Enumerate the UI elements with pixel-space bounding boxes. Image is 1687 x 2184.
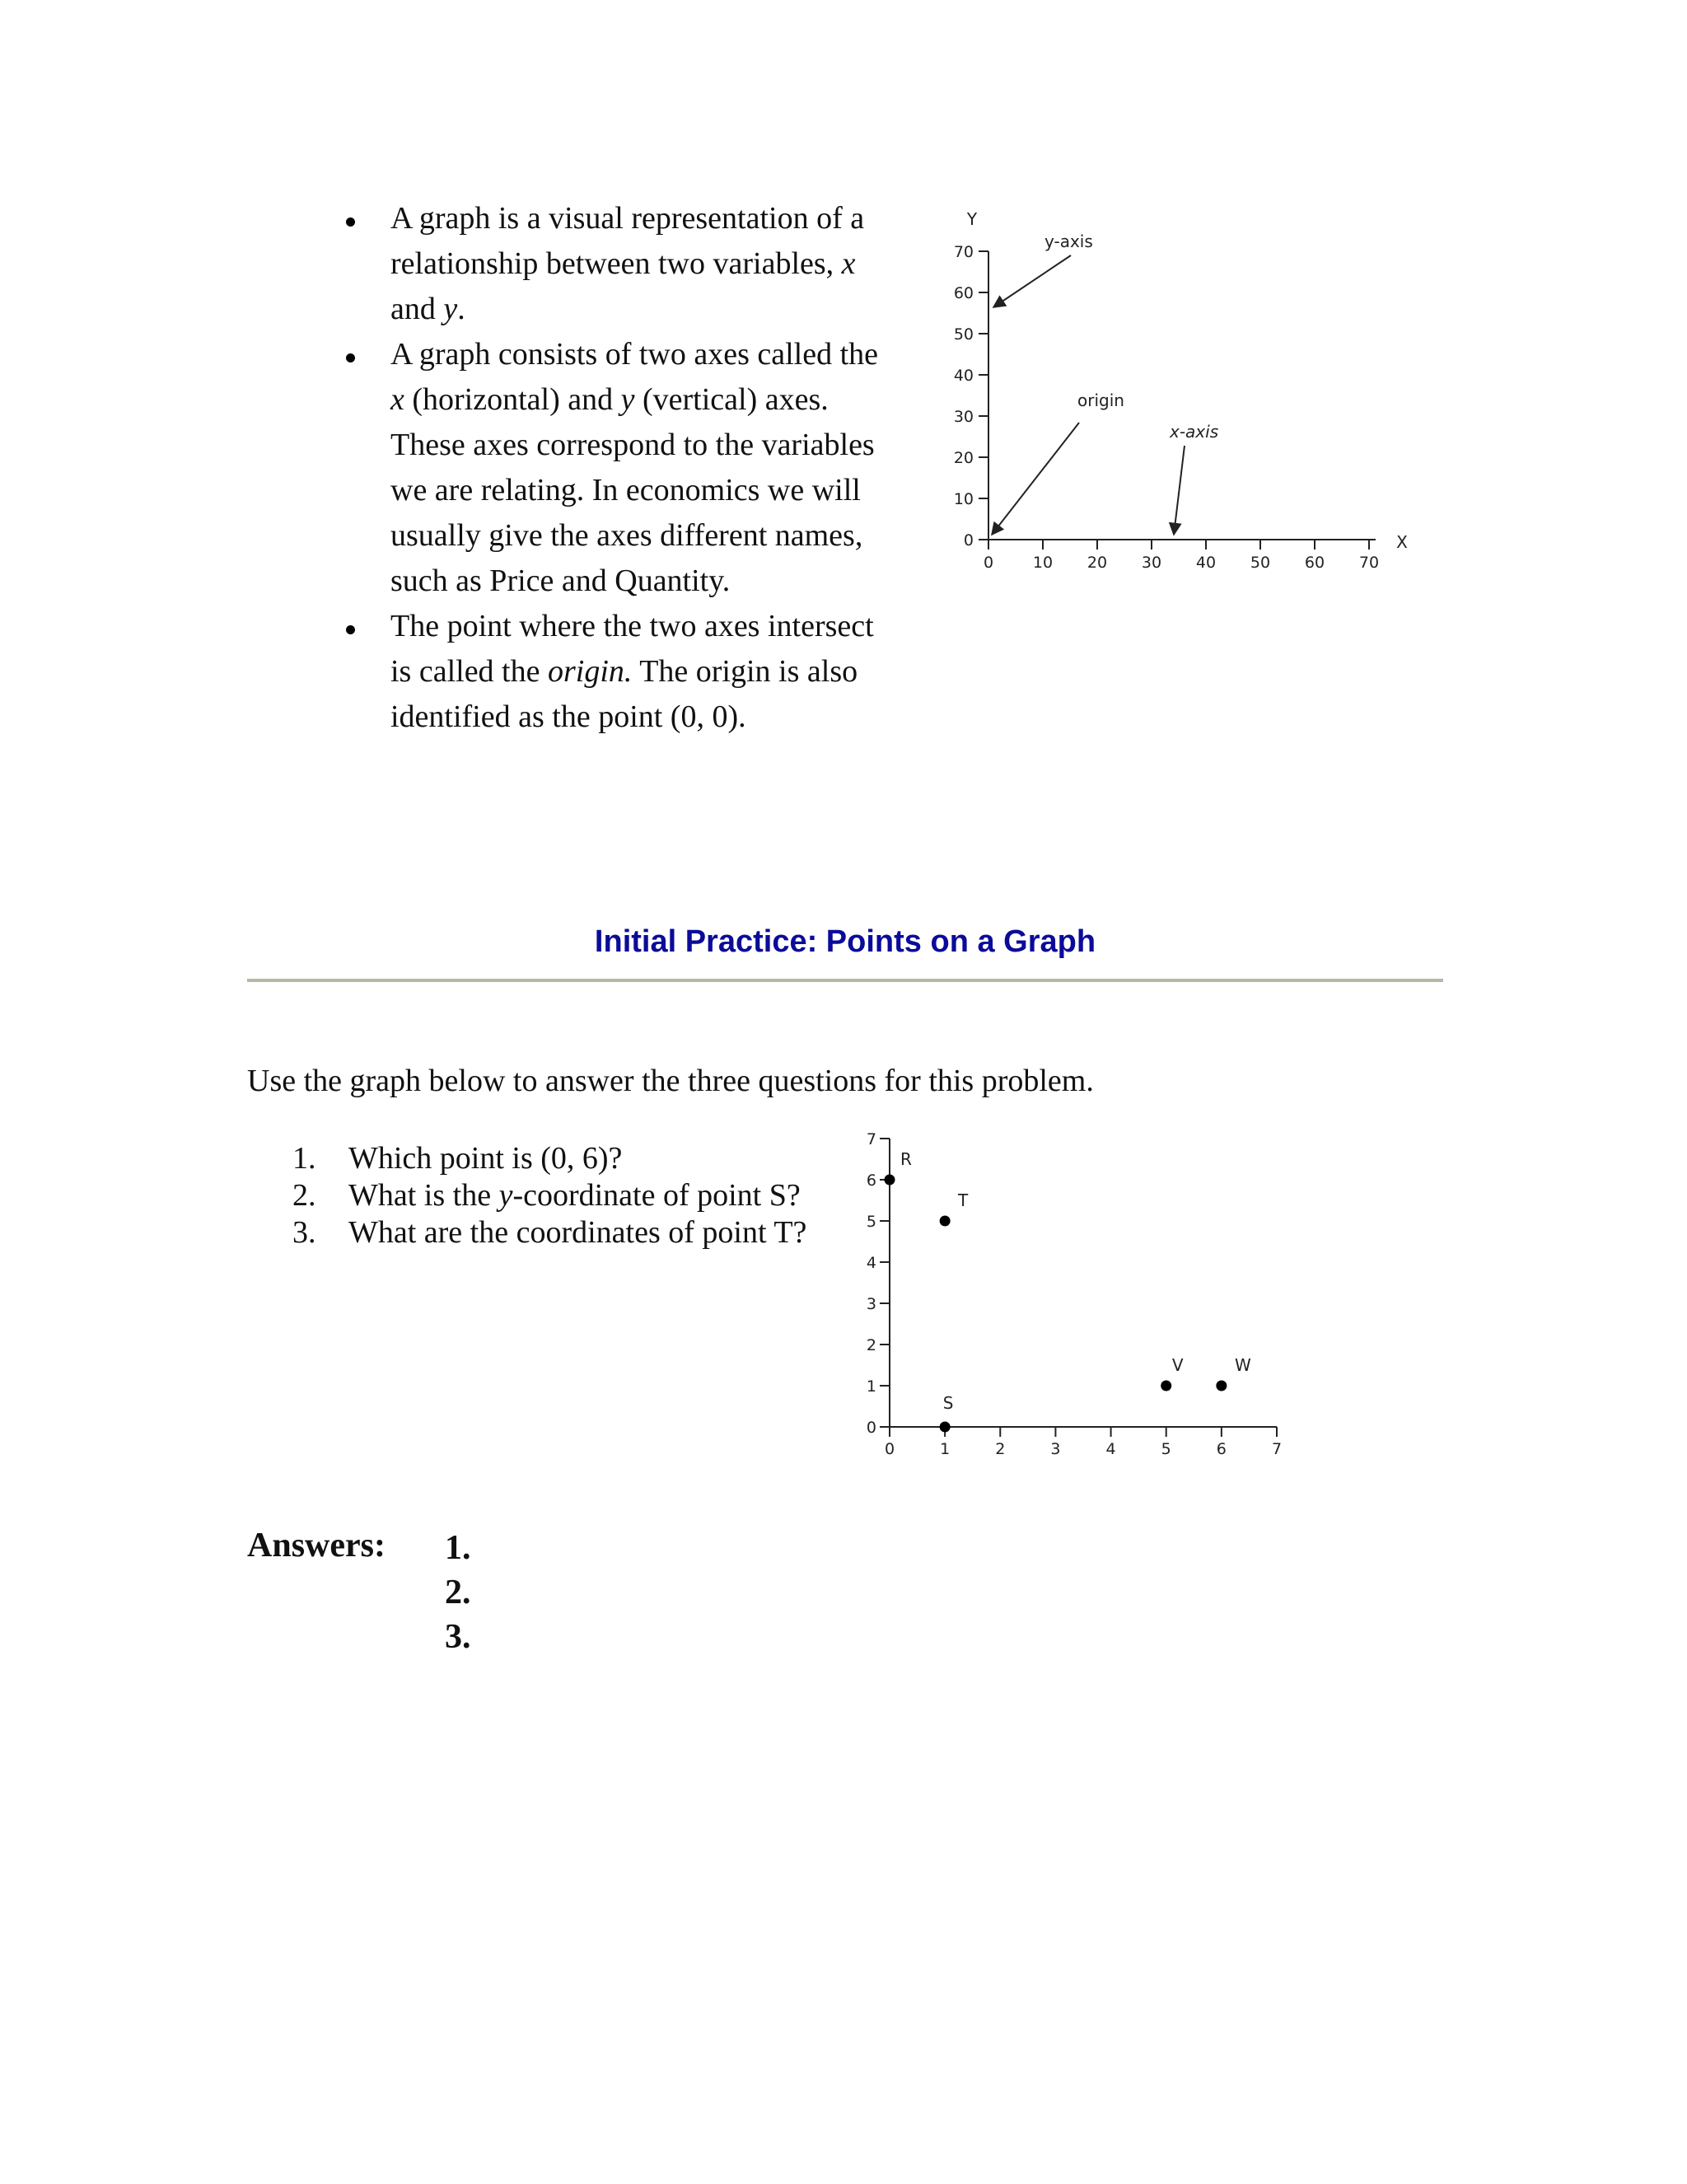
x-tick-label: 1: [940, 1440, 951, 1458]
italic-variable: x: [390, 382, 404, 417]
intro-bullet: [329, 332, 890, 604]
y-tick-label: 2: [866, 1336, 876, 1354]
x-tick-label: 40: [1195, 554, 1217, 572]
italic-variable: y: [443, 292, 458, 326]
x-tick-label: 0: [983, 554, 994, 572]
text-run: What are the coordinates of point T?: [348, 1215, 807, 1250]
section-divider: [247, 979, 1443, 982]
point-r: [885, 1175, 895, 1186]
point-label: S: [942, 1393, 954, 1413]
point-t: [940, 1216, 951, 1227]
point-label: W: [1234, 1355, 1251, 1375]
question-item: [292, 1140, 806, 1177]
answer-number: 3.: [445, 1618, 471, 1656]
question-number: 2.: [292, 1178, 316, 1213]
x-tick-label: 60: [1304, 554, 1325, 572]
x-tick-label: 4: [1105, 1440, 1116, 1458]
italic-variable: y: [620, 382, 635, 417]
y-axis-annotation: y-axis: [1044, 231, 1093, 251]
question-item: [292, 1214, 806, 1251]
x-axis-arrow: [1174, 446, 1185, 535]
text-run: (horizontal) and: [404, 382, 621, 417]
y-tick-label: 40: [953, 367, 974, 385]
text-run: and: [390, 292, 444, 326]
point-v: [1161, 1381, 1171, 1391]
x-tick-label: 3: [1050, 1440, 1061, 1458]
question-text: [348, 1141, 622, 1176]
y-tick-label: 30: [953, 408, 974, 426]
text-run: .: [457, 292, 465, 326]
point-label: V: [1171, 1355, 1184, 1375]
x-tick-label: 10: [1032, 554, 1054, 572]
y-tick-label: 5: [866, 1213, 876, 1231]
point-label: T: [958, 1190, 969, 1210]
italic-variable: y: [498, 1178, 513, 1213]
point-s: [940, 1422, 951, 1433]
text-run: The point where the two axes intersect is called the: [390, 609, 874, 689]
intro-bullet-list: [329, 196, 890, 740]
y-tick-label: 60: [953, 284, 974, 302]
y-tick-label: 3: [866, 1295, 876, 1313]
answers-list: [445, 1526, 471, 1659]
text-run: A graph consists of two axes called the: [390, 337, 879, 372]
text-run: (vertical) axes. These axes correspond to the variables we are relating. In economics we will usually give the axes different names, such as Price and Quantity.: [390, 382, 875, 598]
text-run: Which point is (0, 6)?: [348, 1141, 623, 1176]
y-tick-label: 0: [963, 531, 974, 550]
italic-variable: origin.: [547, 654, 633, 689]
question-number: 3.: [292, 1215, 316, 1250]
x-tick-label: 2: [995, 1440, 1006, 1458]
x-tick-label: 5: [1161, 1440, 1171, 1458]
text-run: What is the: [348, 1178, 499, 1213]
axes-diagram: [947, 202, 1442, 589]
text-run: -coordinate of point S?: [512, 1178, 801, 1213]
x-tick-label: 7: [1271, 1440, 1283, 1458]
x-tick-label: 50: [1250, 554, 1271, 572]
y-axis-arrow: [993, 255, 1071, 307]
intro-bullet: [329, 196, 890, 332]
y-axis-title: Y: [966, 209, 978, 229]
x-axis-title: X: [1396, 532, 1408, 552]
text-run: The origin is also identified as the point (0, 0).: [390, 654, 858, 734]
y-tick-label: 10: [953, 490, 974, 508]
x-tick-label: 6: [1216, 1440, 1227, 1458]
x-tick-label: 20: [1087, 554, 1108, 572]
y-tick-label: 20: [953, 449, 974, 467]
y-tick-label: 4: [866, 1254, 876, 1272]
y-tick-label: 50: [953, 325, 974, 344]
x-tick-label: 70: [1358, 554, 1380, 572]
section-title: Initial Practice: Points on a Graph: [594, 924, 1096, 959]
y-tick-label: 70: [953, 243, 974, 261]
italic-variable: x: [841, 246, 856, 281]
point-w: [1216, 1381, 1227, 1391]
x-tick-label: 0: [884, 1440, 895, 1458]
origin-annotation: origin: [1077, 391, 1124, 410]
answers-label: Answers:: [247, 1527, 386, 1564]
point-label: R: [900, 1149, 912, 1169]
question-list: [292, 1140, 806, 1251]
y-tick-label: 0: [866, 1419, 876, 1437]
y-tick-label: 1: [866, 1377, 876, 1396]
question-text: [348, 1178, 801, 1213]
origin-arrow: [992, 423, 1079, 535]
x-tick-label: 30: [1141, 554, 1162, 572]
intro-bullet: [329, 604, 890, 740]
points-graph: [848, 1129, 1310, 1483]
x-axis-annotation: x-axis: [1170, 422, 1219, 442]
answer-number: 2.: [445, 1574, 471, 1611]
question-item: [292, 1177, 806, 1214]
y-tick-label: 7: [866, 1130, 876, 1148]
text-run: A graph is a visual representation of a relationship between two variables,: [390, 201, 865, 281]
instructions-text: Use the graph below to answer the three questions for this problem.: [247, 1064, 1094, 1098]
question-text: [348, 1215, 806, 1250]
answer-number: 1.: [445, 1529, 471, 1567]
question-number: 1.: [292, 1141, 316, 1176]
y-tick-label: 6: [866, 1172, 876, 1190]
